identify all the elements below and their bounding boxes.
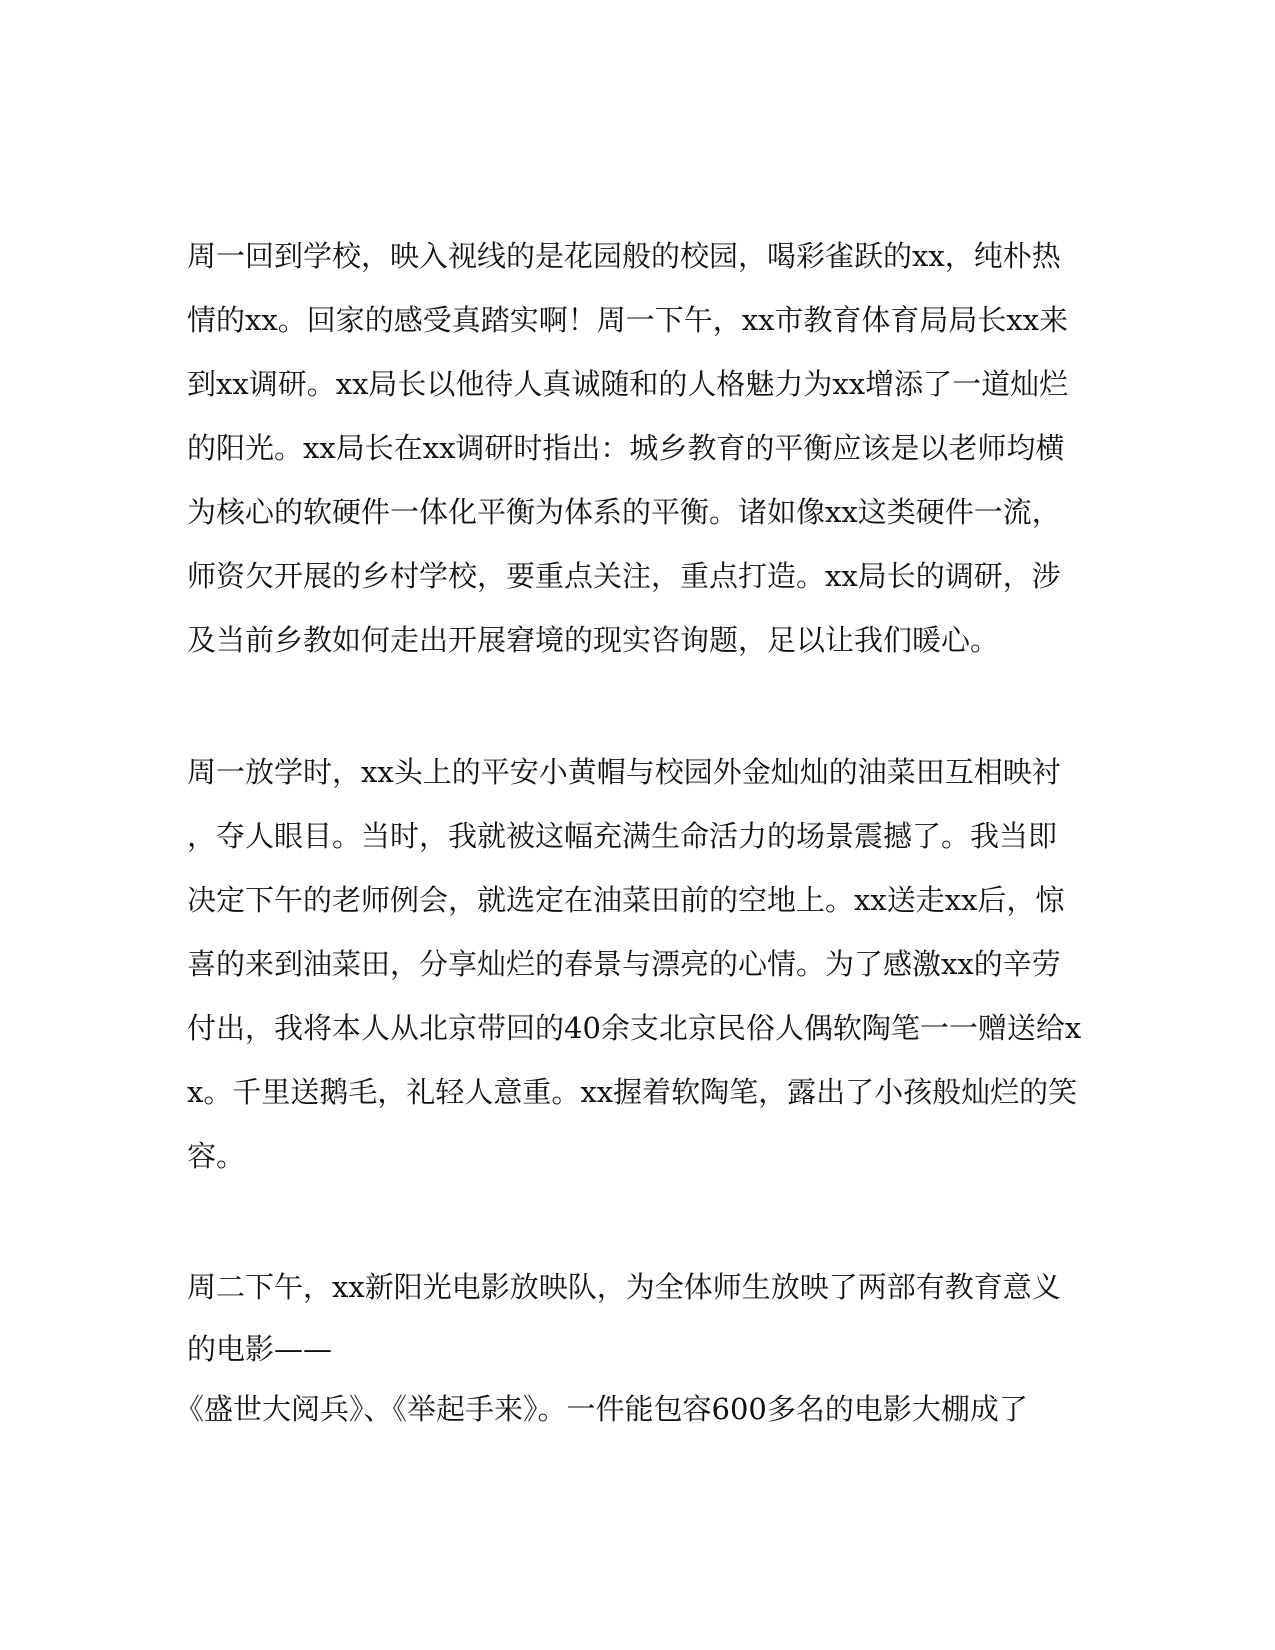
paragraph-line: 的阳光。xx局长在xx调研时指出：城乡教育的平衡应该是以老师均横 — [187, 431, 1065, 465]
paragraph-line: 周一放学时，xx头上的平安小黄帽与校园外金灿灿的油菜田互相映衬 — [187, 755, 1061, 789]
paragraph-line: 为核心的软硬件一体化平衡为体系的平衡。诸如像xx这类硬件一流， — [187, 495, 1061, 529]
paragraph-line: 周一回到学校，映入视线的是花园般的校园，喝彩雀跃的xx，纯朴热 — [187, 239, 1061, 273]
paragraph-line: 到xx调研。xx局长以他待人真诚随和的人格魅力为xx增添了一道灿烂 — [187, 367, 1069, 401]
paragraph-1 — [187, 224, 1087, 672]
paragraph-line: ，夺人眼目。当时，我就被这幅充满生命活力的场景震撼了。我当即 — [187, 819, 1058, 853]
paragraph-line: 付出，我将本人从北京带回的40余支北京民俗人偶软陶笔一一赠送给x — [187, 1011, 1082, 1045]
paragraph-line: 情的xx。回家的感受真踏实啊！周一下午，xx市教育体育局局长xx来 — [187, 303, 1069, 337]
paragraph-2 — [187, 740, 1087, 1188]
paragraph-3 — [175, 1255, 1087, 1439]
paragraph-line: 喜的来到油菜田，分享灿烂的春景与漂亮的心情。为了感激xx的辛劳 — [187, 947, 1061, 981]
paragraph-line: 容。 — [187, 1139, 246, 1173]
paragraph-line: 的电影—— — [187, 1332, 333, 1366]
paragraph-line: 《盛世大阅兵》、《举起手来》。一件能包容600多名的电影大棚成了 — [175, 1392, 1028, 1426]
paragraph-line: 周二下午，xx新阳光电影放映队，为全体师生放映了两部有教育意义 — [187, 1270, 1061, 1304]
paragraph-line: 师资欠开展的乡村学校，要重点关注，重点打造。xx局长的调研，涉 — [187, 559, 1061, 593]
paragraph-line: x。千里送鹅毛，礼轻人意重。xx握着软陶笔，露出了小孩般灿烂的笑 — [187, 1075, 1078, 1109]
paragraph-line: 及当前乡教如何走出开展窘境的现实咨询题，足以让我们暖心。 — [187, 623, 1000, 657]
paragraph-line: 决定下午的老师例会，就选定在油菜田前的空地上。xx送走xx后，惊 — [187, 883, 1065, 917]
